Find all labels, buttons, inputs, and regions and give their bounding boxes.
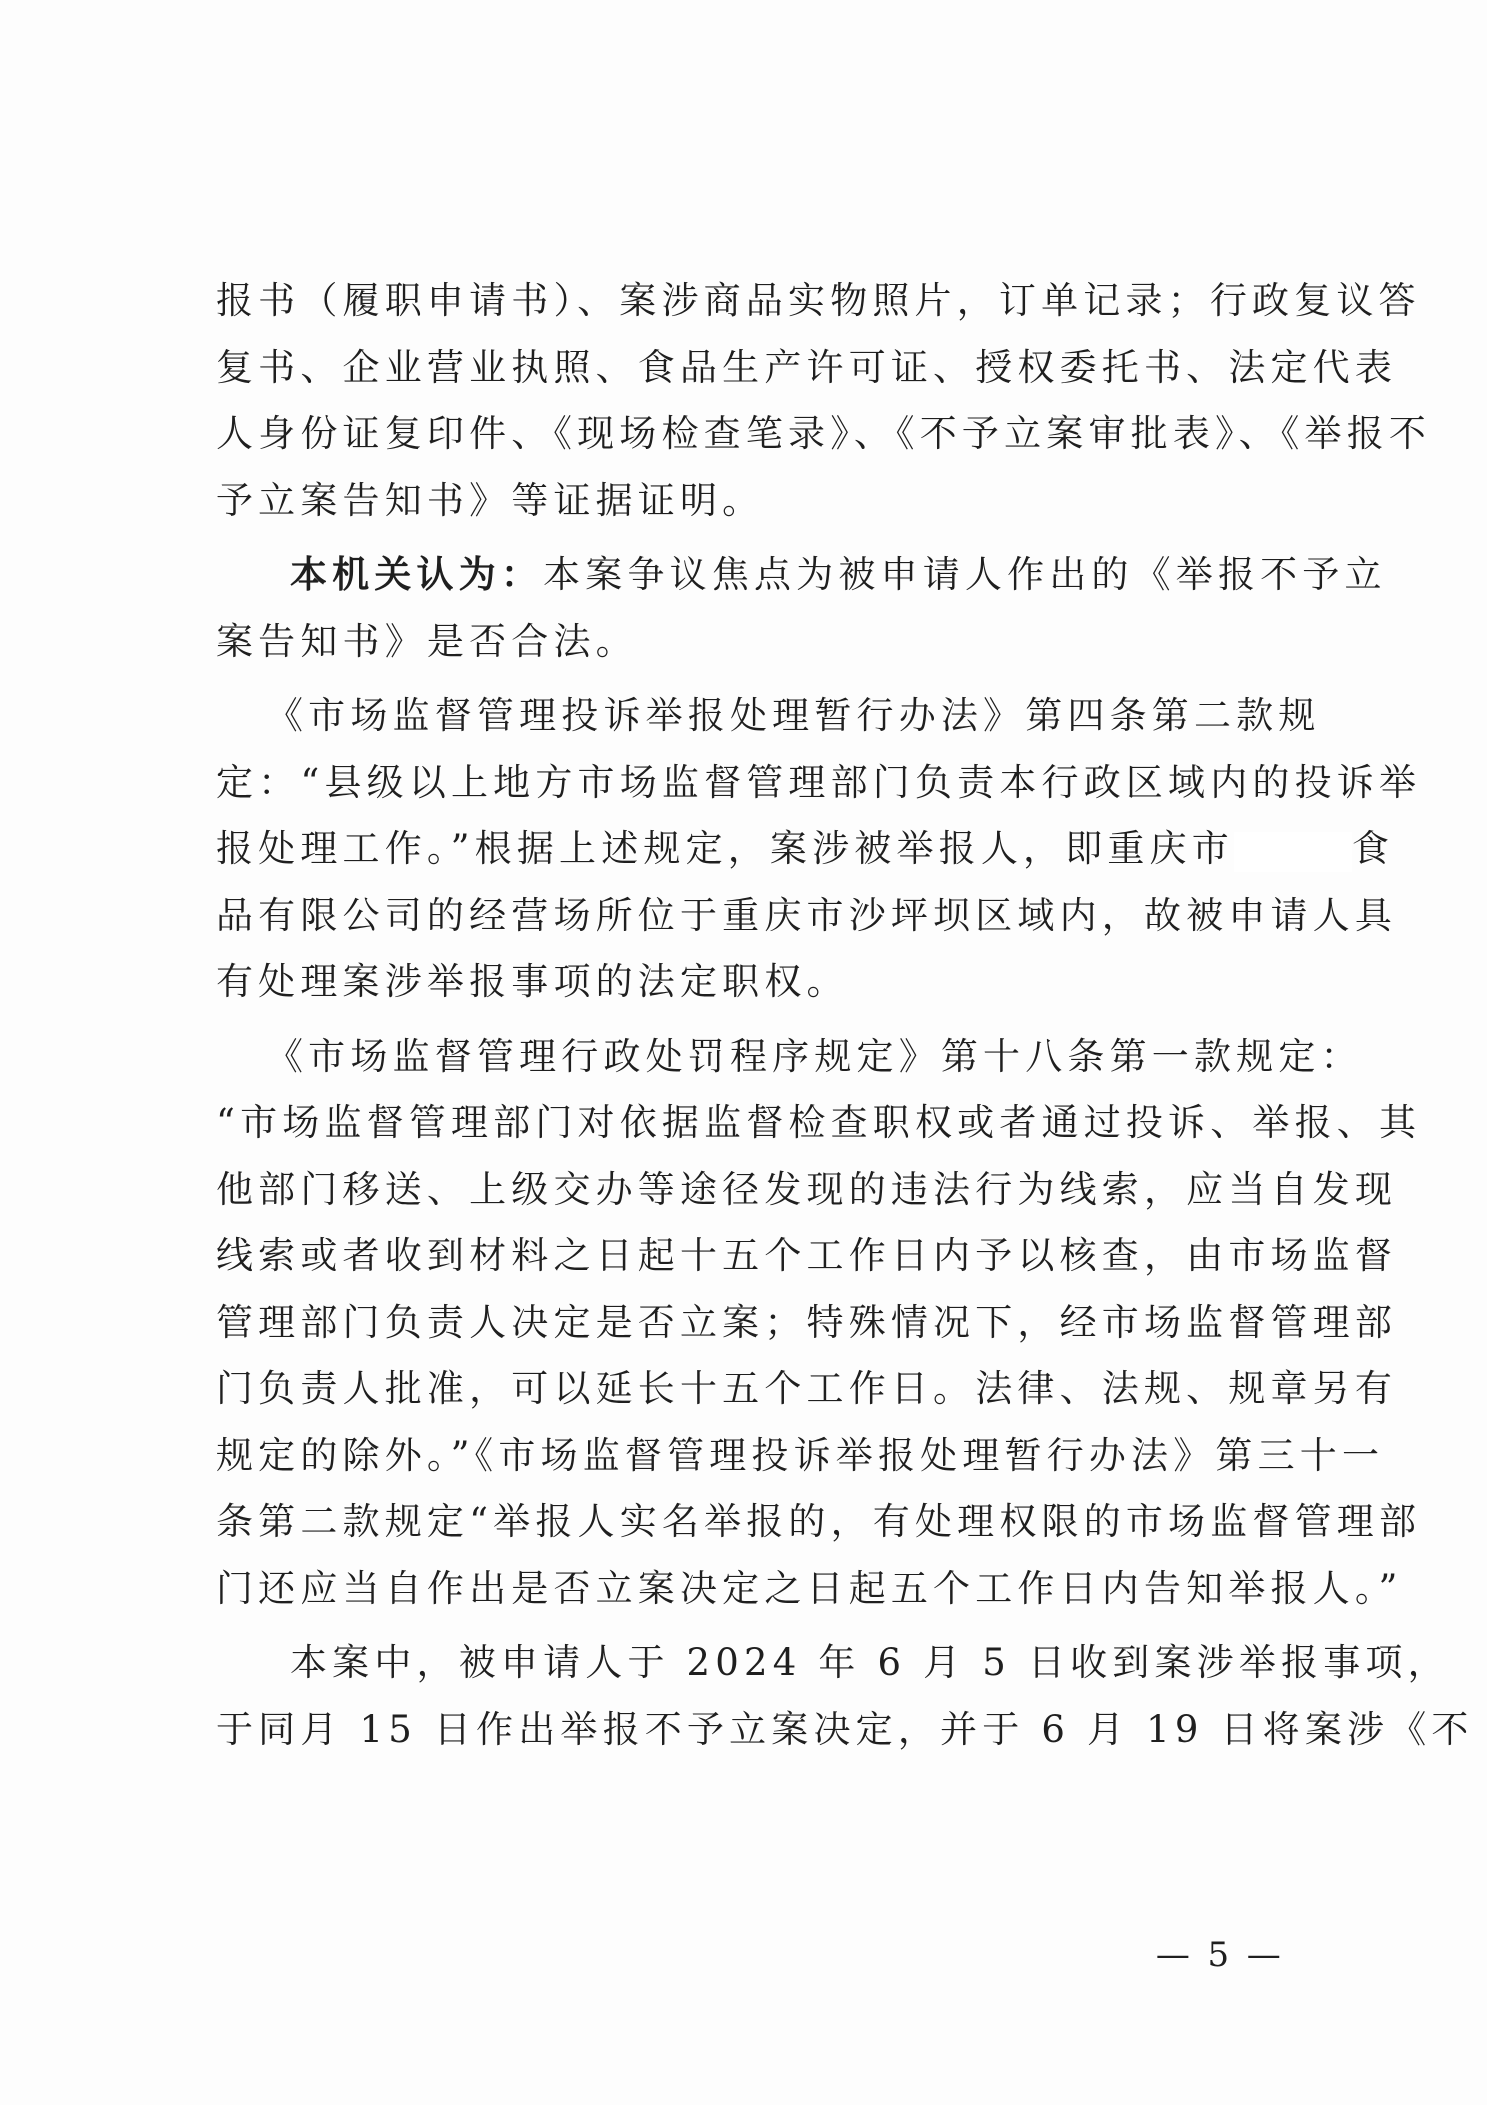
text-line: 规定的除外。”《市场监督管理投诉举报处理暂行办法》第三十一: [216, 1433, 1385, 1477]
text-line: 门还应当自作出是否立案决定之日起五个工作日内告知举报人。”: [216, 1566, 1403, 1610]
text-line: 条第二款规定“举报人实名举报的，有处理权限的市场监督管理部: [216, 1500, 1422, 1543]
text-line: 定：“县级以上地方市场监督管理部门负责本行政区域内的投诉举: [216, 760, 1422, 804]
text-before-redaction: 报处理工作。”根据上述规定，案涉被举报人，即重庆市: [216, 827, 1234, 870]
text-line: 《市场监督管理行政处罚程序规定》第十八条第一款规定：: [266, 1034, 1363, 1078]
text-line: 管理部门负责人决定是否立案；特殊情况下，经市场监督管理部: [216, 1300, 1398, 1344]
text-line: 他部门移送、上级交办等途径发现的违法行为线索，应当自发现: [216, 1167, 1398, 1211]
text-line: 人身份证复印件、《现场检查笔录》、《不予立案审批表》、《举报不: [216, 412, 1432, 455]
finding-line: [216, 542, 1387, 609]
redaction-box: [1234, 832, 1352, 872]
text-line: 于同月 15 日作出举报不予立案决定，并于 6 月 19 日将案涉《不: [216, 1707, 1474, 1751]
text-line: 《市场监督管理投诉举报处理暂行办法》第四条第二款规: [266, 694, 1321, 737]
text-after-redaction: 食: [1351, 827, 1395, 870]
page-number: — 5 —: [1155, 1935, 1285, 1975]
text-line: “市场监督管理部门对依据监督检查职权或者通过投诉、举报、其: [216, 1101, 1422, 1144]
text-line: 复书、企业营业执照、食品生产许可证、授权委托书、法定代表: [216, 345, 1398, 389]
text-line: 予立案告知书》等证据证明。: [216, 478, 765, 522]
text-line: 本案中，被申请人于 2024 年 6 月 5 日收到案涉举报事项，: [290, 1641, 1450, 1684]
text-line-redacted: [216, 816, 1395, 883]
body-text: [216, 268, 1474, 1763]
text-line: 线索或者收到材料之日起十五个工作日内予以核查，由市场监督: [216, 1234, 1398, 1277]
text-line: 门负责人批准，可以延长十五个工作日。法律、法规、规章另有: [216, 1367, 1398, 1410]
text-line: 报书（履职申请书）、案涉商品实物照片，订单记录；行政复议答: [216, 279, 1421, 322]
text-line: 案告知书》是否合法。: [216, 619, 638, 663]
text-line: 品有限公司的经营场所位于重庆市沙坪坝区域内，故被申请人具: [216, 893, 1398, 937]
finding-text: 本案争议焦点为被申请人作出的《举报不予立: [543, 553, 1387, 596]
finding-label: 本机关认为：: [290, 553, 544, 596]
text-line: 有处理案涉举报事项的法定职权。: [216, 960, 849, 1003]
